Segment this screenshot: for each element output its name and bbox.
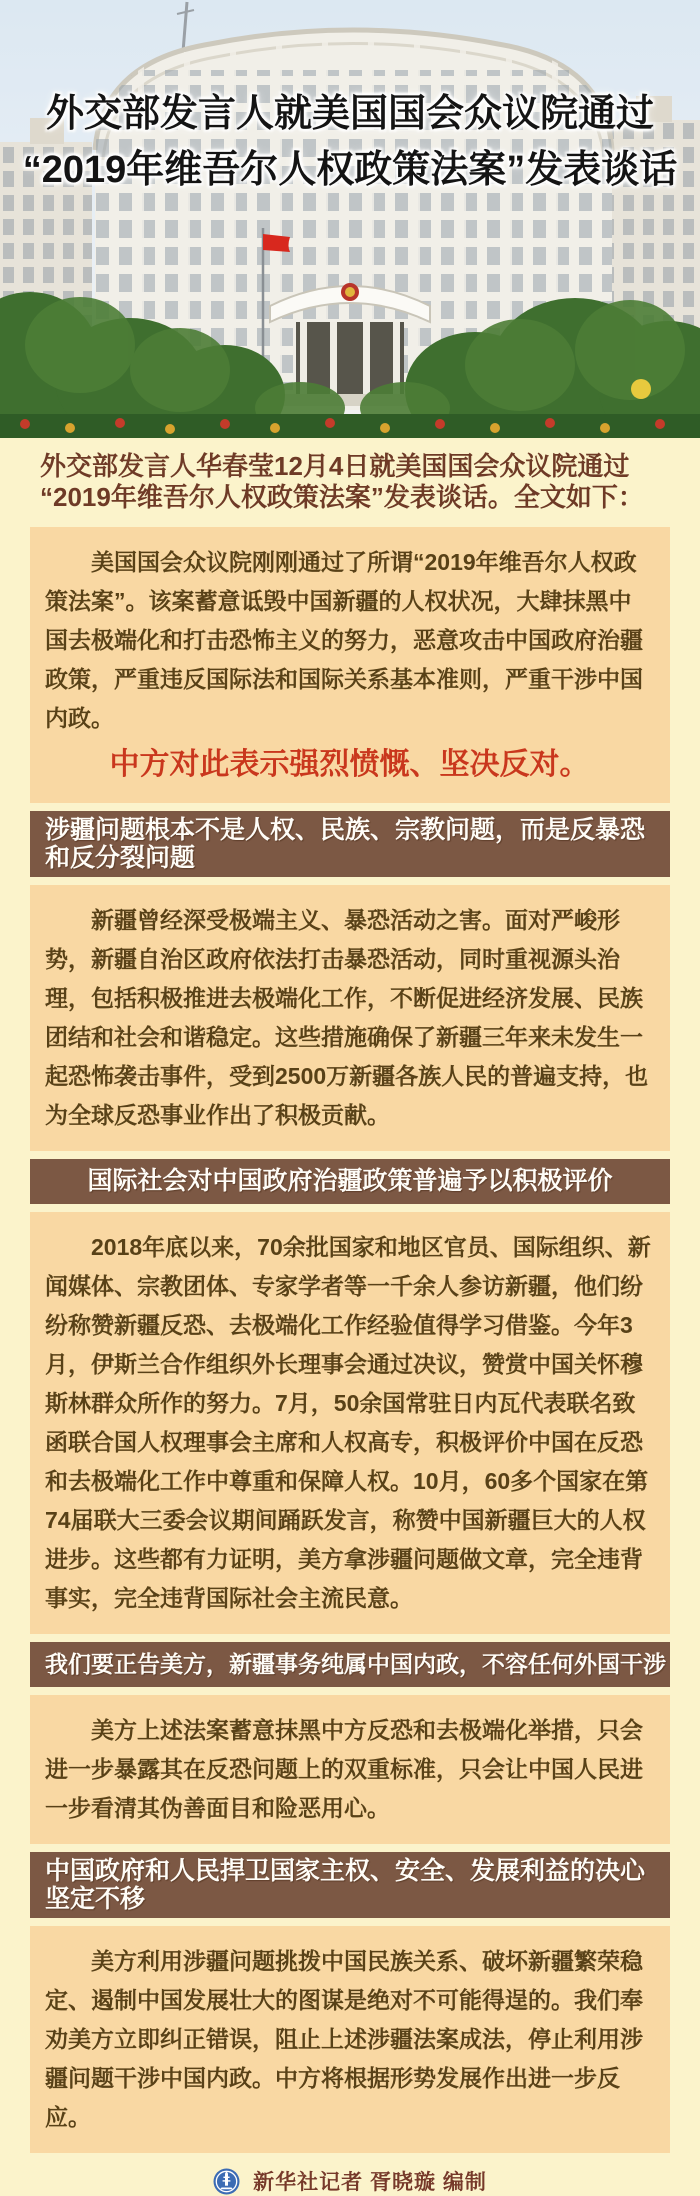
section-heading-bar-1: 涉疆问题根本不是人权、民族、宗教问题，而是反暴恐和反分裂问题 [30, 811, 670, 877]
statement-emphasis: 中方对此表示强烈愤慨、坚决反对。 [109, 748, 590, 781]
page-title-line1: 外交部发言人就美国国会众议院通过 [45, 93, 654, 135]
section-body-box-3 [30, 1695, 670, 1844]
statement-paragraph: 美国国会众议院刚刚通过了所谓“2019年维吾尔人权政策法案”。该案蓄意诋毁中国新疆的人权状况，大肆抹黑中国去极端化和打击恐怖主义的努力，恶意攻击中国政府治疆政策，严重违反国际法和国际关系基本准则，严重干涉中国内政。 [45, 549, 643, 731]
intro-paragraph: 外交部发言人华春莹12月4日就美国国会众议院通过“2019年维吾尔人权政策法案”发表谈话。全文如下： [40, 451, 644, 512]
moa-building-illustration [0, 0, 700, 438]
statement-box [30, 527, 670, 803]
page-title-line2: “2019年维吾尔人权政策法案”发表谈话 [22, 149, 678, 191]
section-heading-bar-2: 国际社会对中国政府治疆政策普遍予以积极评价 [30, 1159, 670, 1204]
section-heading-bar-3: 我们要正告美方，新疆事务纯属中国内政，不容任何外国干涉 [30, 1642, 670, 1687]
xinhua-logo-icon [213, 2168, 240, 2195]
section-body-paragraph-2: 2018年底以来，70余批国家和地区官员、国际组织、新闻媒体、宗教团体、专家学者等一千余人参访新疆，他们纷纷称赞新疆反恐、去极端化工作经验值得学习借鉴。今年3月，伊斯兰合作组织外长理事会通过决议，赞赏中国关怀穆斯林群众所作的努力。7月，50余国常驻日内瓦代表联名致函联合国人权理事会主席和人权高专，积极评价中国在反恐和去极端化工作中尊重和保障人权。10月，60多个国家在第74届联大三委会议期间踊跃发言，称赞中国新疆巨大的人权进步。这些都有力证明，美方拿涉疆问题做文章，完全违背事实，完全违背国际社会主流民意。 [45, 1234, 651, 1611]
page-title [0, 86, 700, 198]
section-body-box-1 [30, 885, 670, 1151]
footer [0, 2166, 700, 2196]
footer-credit: 新华社记者 胥晓璇 编制 [253, 2171, 487, 2194]
section-body-paragraph-4: 美方利用涉疆问题挑拨中国民族关系、破坏新疆繁荣稳定、遏制中国发展壮大的图谋是绝对不可能得逞的。我们奉劝美方立即纠正错误，阻止上述涉疆法案成法，停止利用涉疆问题干涉中国内政。中方将根据形势发展作出进一步反应。 [45, 1948, 643, 2130]
section-heading-bar-4: 中国政府和人民捍卫国家主权、安全、发展利益的决心坚定不移 [30, 1852, 670, 1918]
article-body [30, 527, 670, 2153]
hero-photo [0, 0, 700, 438]
section-body-box-2 [30, 1212, 670, 1634]
section-body-paragraph-3: 美方上述法案蓄意抹黑中方反恐和去极端化举措，只会进一步暴露其在反恐问题上的双重标准，只会让中国人民进一步看清其伪善面目和险恶用心。 [45, 1717, 643, 1821]
section-body-paragraph-1: 新疆曾经深受极端主义、暴恐活动之害。面对严峻形势，新疆自治区政府依法打击暴恐活动，同时重视源头治理，包括积极推进去极端化工作，不断促进经济发展、民族团结和社会和谐稳定。这些措施确保了新疆三年来未发生一起恐怖袭击事件，受到2500万新疆各族人民的普遍支持，也为全球反恐事业作出了积极贡献。 [45, 907, 649, 1128]
